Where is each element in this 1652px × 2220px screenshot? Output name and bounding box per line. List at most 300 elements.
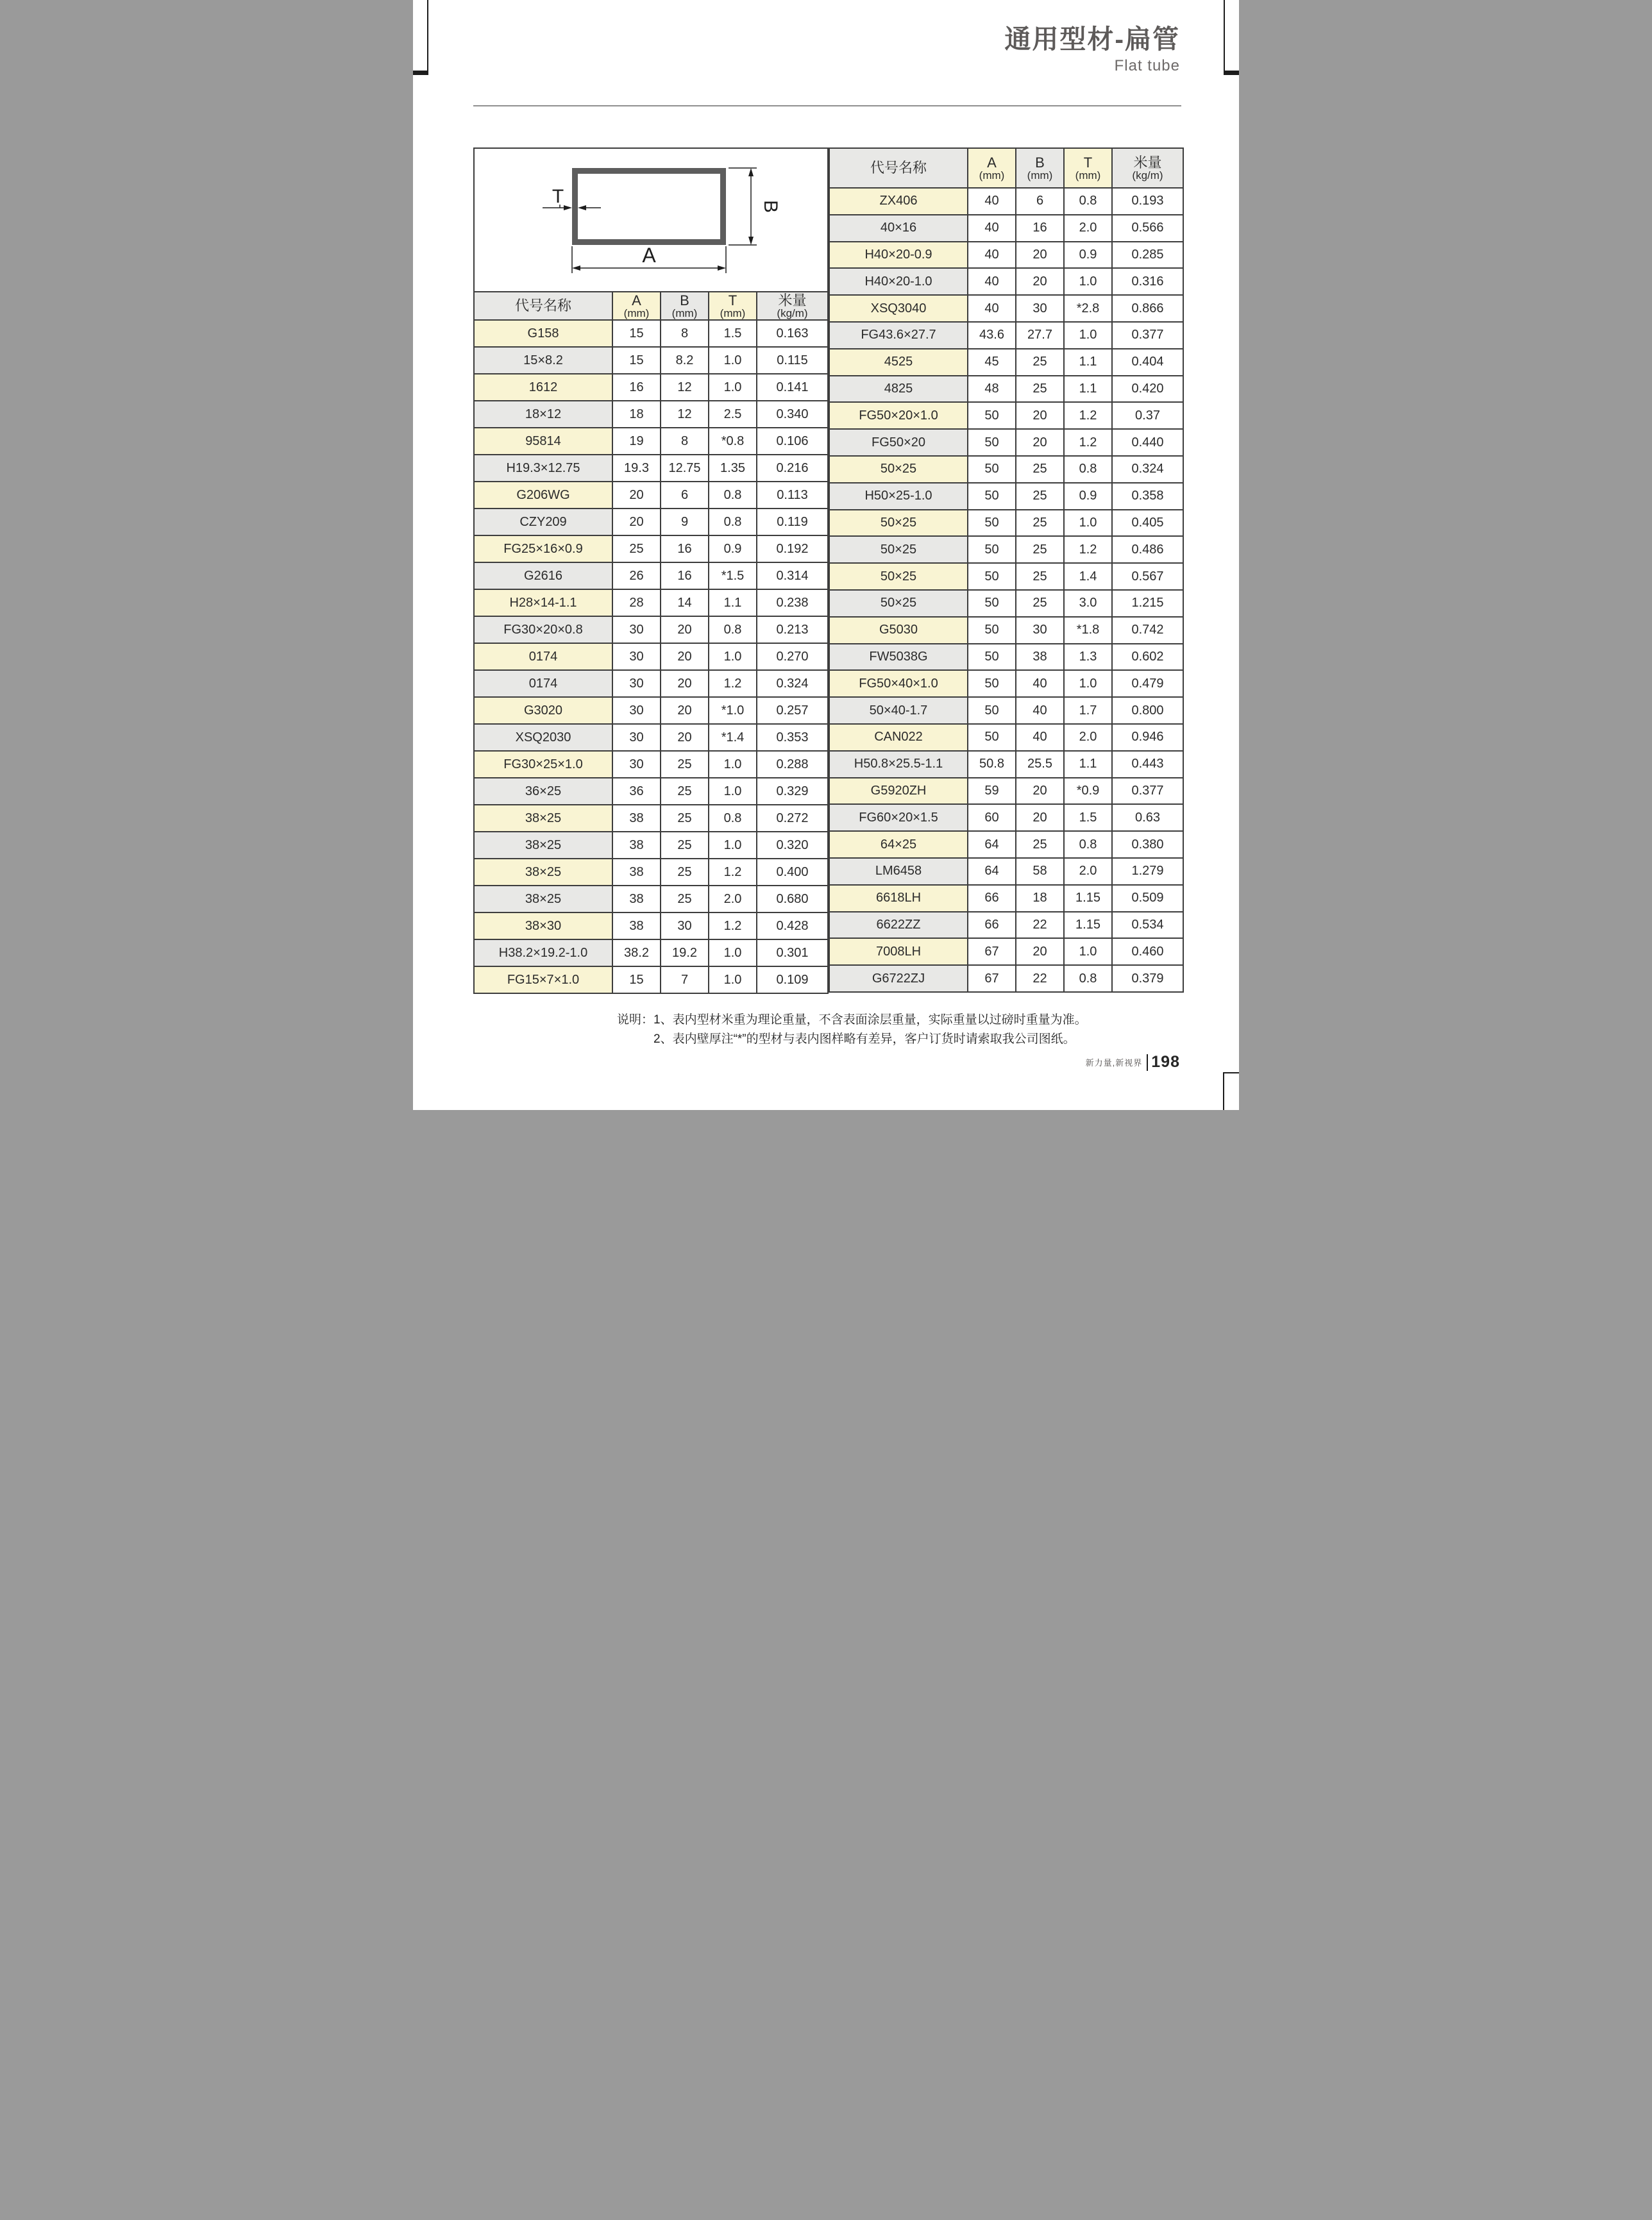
table-header-row xyxy=(829,148,1183,188)
cell-value: 14 xyxy=(661,589,709,616)
cell-code-name: 38×25 xyxy=(474,832,612,859)
cell-value: 0.272 xyxy=(757,805,828,832)
cell-value: 3.0 xyxy=(1064,590,1112,617)
cell-value: 20 xyxy=(1016,268,1064,295)
cell-value: 64 xyxy=(968,858,1016,885)
tube-inner-cavity xyxy=(578,174,720,239)
cell-code-name: FG25×16×0.9 xyxy=(474,535,612,562)
cell-value: 38 xyxy=(612,859,661,886)
cell-value: *1.5 xyxy=(709,562,757,589)
cell-value: 0.800 xyxy=(1112,697,1183,724)
cell-code-name: FG60×20×1.5 xyxy=(829,804,968,831)
cell-value: 25 xyxy=(661,859,709,886)
table-row xyxy=(474,616,828,643)
table-row xyxy=(474,589,828,616)
cell-code-name: FW5038G xyxy=(829,644,968,671)
table-row xyxy=(474,751,828,778)
cell-value: 25 xyxy=(1016,510,1064,537)
page-subtitle: Flat tube xyxy=(1114,57,1180,75)
cell-code-name: ZX406 xyxy=(829,188,968,215)
cell-value: 1.2 xyxy=(1064,429,1112,456)
cell-value: 1.215 xyxy=(1112,590,1183,617)
table-row xyxy=(829,268,1183,295)
cell-value: 25 xyxy=(1016,349,1064,376)
cell-code-name: 40×16 xyxy=(829,215,968,242)
cell-value: 0.9 xyxy=(1064,242,1112,269)
cell-value: 0.440 xyxy=(1112,429,1183,456)
table-row xyxy=(829,483,1183,510)
cell-code-name: FG43.6×27.7 xyxy=(829,322,968,349)
cell-value: 0.213 xyxy=(757,616,828,643)
cell-value: 40 xyxy=(968,242,1016,269)
table-row xyxy=(829,402,1183,429)
table-row xyxy=(829,563,1183,590)
cell-value: 40 xyxy=(1016,697,1064,724)
cell-value: 0.285 xyxy=(1112,242,1183,269)
table-row xyxy=(474,401,828,428)
cell-value: 25 xyxy=(1016,483,1064,510)
cell-code-name: 4525 xyxy=(829,349,968,376)
cell-value: *2.8 xyxy=(1064,295,1112,322)
spec-tables xyxy=(473,147,1184,994)
cell-value: 19.2 xyxy=(661,939,709,966)
cell-value: 38.2 xyxy=(612,939,661,966)
cell-value: 0.443 xyxy=(1112,751,1183,778)
cell-code-name: H38.2×19.2-1.0 xyxy=(474,939,612,966)
cell-value: 25 xyxy=(1016,456,1064,483)
cell-value: 22 xyxy=(1016,912,1064,939)
cell-code-name: 50×25 xyxy=(829,590,968,617)
col-header-b: B (mm) xyxy=(661,292,709,320)
cell-value: 0.316 xyxy=(1112,268,1183,295)
cell-value: 0.113 xyxy=(757,482,828,509)
cell-value: 50 xyxy=(968,536,1016,563)
cell-value: 19 xyxy=(612,428,661,455)
cell-value: 1.2 xyxy=(1064,536,1112,563)
cell-value: 50 xyxy=(968,429,1016,456)
cell-value: 25 xyxy=(661,805,709,832)
cell-value: 6 xyxy=(661,482,709,509)
cell-value: 0.193 xyxy=(1112,188,1183,215)
cell-value: 1.5 xyxy=(1064,804,1112,831)
cell-value: 0.567 xyxy=(1112,563,1183,590)
cell-value: 8 xyxy=(661,320,709,347)
table-row xyxy=(829,697,1183,724)
dim-label-t: T xyxy=(552,186,564,207)
table-row xyxy=(474,455,828,482)
cell-code-name: FG30×25×1.0 xyxy=(474,751,612,778)
cell-value: 25.5 xyxy=(1016,751,1064,778)
cell-value: 20 xyxy=(612,482,661,509)
table-row xyxy=(829,295,1183,322)
cell-value: 30 xyxy=(612,616,661,643)
table-row xyxy=(474,562,828,589)
cell-value: 50.8 xyxy=(968,751,1016,778)
cell-value: 25 xyxy=(1016,376,1064,403)
table-row xyxy=(829,885,1183,912)
cell-value: 30 xyxy=(1016,617,1064,644)
page-title: 通用型材-扁管 xyxy=(1004,24,1180,54)
cell-value: 0.8 xyxy=(1064,965,1112,992)
cell-value: 2.0 xyxy=(1064,724,1112,751)
cell-value: 45 xyxy=(968,349,1016,376)
cell-code-name: 36×25 xyxy=(474,778,612,805)
cell-value: 0.216 xyxy=(757,455,828,482)
note-line-2: 2、表内壁厚注“*”的型材与表内图样略有差异，客户订货时请索取我公司图纸。 xyxy=(653,1032,1075,1047)
dim-label-b: B xyxy=(760,199,781,214)
cell-value: 40 xyxy=(968,295,1016,322)
cell-code-name: CZY209 xyxy=(474,509,612,535)
col-header-b: B (mm) xyxy=(1016,148,1064,188)
cell-value: 38 xyxy=(1016,644,1064,671)
cell-value: 50 xyxy=(968,563,1016,590)
cell-value: 1.5 xyxy=(709,320,757,347)
cell-value: 25 xyxy=(661,832,709,859)
cell-code-name: FG50×20 xyxy=(829,429,968,456)
table-row xyxy=(829,617,1183,644)
cell-code-name: G3020 xyxy=(474,697,612,724)
table-row xyxy=(829,858,1183,885)
cell-value: 0.115 xyxy=(757,347,828,374)
cell-value: 60 xyxy=(968,804,1016,831)
cell-value: 30 xyxy=(612,724,661,751)
print-mark-top-right xyxy=(1224,0,1225,71)
dim-label-a: A xyxy=(642,244,656,267)
cell-value: 40 xyxy=(968,268,1016,295)
cell-value: 1.0 xyxy=(1064,268,1112,295)
col-header-t: T (mm) xyxy=(1064,148,1112,188)
cell-code-name: 38×25 xyxy=(474,859,612,886)
cell-value: 1.0 xyxy=(1064,322,1112,349)
col-header-a: A (mm) xyxy=(612,292,661,320)
cell-value: 12 xyxy=(661,401,709,428)
cell-value: 1.0 xyxy=(1064,938,1112,965)
table-row xyxy=(829,644,1183,671)
cell-value: 50 xyxy=(968,724,1016,751)
cell-code-name: H50.8×25.5-1.1 xyxy=(829,751,968,778)
table-row xyxy=(474,966,828,993)
table-row xyxy=(829,429,1183,456)
notes xyxy=(617,1011,1087,1050)
table-row xyxy=(829,831,1183,858)
cell-code-name: G6722ZJ xyxy=(829,965,968,992)
cell-value: 20 xyxy=(1016,804,1064,831)
cell-value: 25 xyxy=(1016,563,1064,590)
cell-value: 50 xyxy=(968,456,1016,483)
cell-value: 0.377 xyxy=(1112,778,1183,805)
col-header-t: T (mm) xyxy=(709,292,757,320)
cell-value: 50 xyxy=(968,590,1016,617)
table-row xyxy=(474,320,828,347)
cell-value: 16 xyxy=(1016,215,1064,242)
cell-value: 66 xyxy=(968,885,1016,912)
cell-value: 0.486 xyxy=(1112,536,1183,563)
table-row xyxy=(474,886,828,912)
cell-value: 0.301 xyxy=(757,939,828,966)
cell-value: 25 xyxy=(661,778,709,805)
cell-code-name: 7008LH xyxy=(829,938,968,965)
flat-tube-diagram xyxy=(475,149,826,291)
cell-value: 20 xyxy=(1016,402,1064,429)
cell-value: 40 xyxy=(1016,724,1064,751)
cell-value: 1.1 xyxy=(1064,349,1112,376)
cell-value: 59 xyxy=(968,778,1016,805)
footer-slogan: 新力量,新视界 xyxy=(1085,1058,1143,1068)
cell-code-name: 95814 xyxy=(474,428,612,455)
cell-value: 1.4 xyxy=(1064,563,1112,590)
left-table-body xyxy=(474,320,828,993)
cell-code-name: H40×20-0.9 xyxy=(829,242,968,269)
print-mark-top-right xyxy=(1224,71,1239,75)
cell-value: 0.400 xyxy=(757,859,828,886)
cell-code-name: G206WG xyxy=(474,482,612,509)
table-row xyxy=(474,697,828,724)
table-row xyxy=(829,215,1183,242)
cell-value: 58 xyxy=(1016,858,1064,885)
cell-value: 20 xyxy=(661,643,709,670)
cell-code-name: 6622ZZ xyxy=(829,912,968,939)
cell-value: 1.0 xyxy=(709,939,757,966)
cell-code-name: 50×25 xyxy=(829,510,968,537)
cell-value: 0.119 xyxy=(757,509,828,535)
cell-code-name: 15×8.2 xyxy=(474,347,612,374)
cell-value: 0.866 xyxy=(1112,295,1183,322)
cell-value: 0.566 xyxy=(1112,215,1183,242)
cell-value: 0.377 xyxy=(1112,322,1183,349)
cell-value: 50 xyxy=(968,670,1016,697)
table-row xyxy=(829,349,1183,376)
cell-code-name: 6618LH xyxy=(829,885,968,912)
cell-value: 0.8 xyxy=(1064,456,1112,483)
cell-code-name: FG15×7×1.0 xyxy=(474,966,612,993)
cell-value: 0.63 xyxy=(1112,804,1183,831)
cell-value: *1.4 xyxy=(709,724,757,751)
spec-table-right xyxy=(829,147,1184,993)
col-header-a: A (mm) xyxy=(968,148,1016,188)
table-row xyxy=(474,643,828,670)
print-mark-top-left xyxy=(413,71,428,75)
col-header-weight: 米量 (kg/m) xyxy=(1112,148,1183,188)
cell-value: 40 xyxy=(968,188,1016,215)
cell-value: 0.602 xyxy=(1112,644,1183,671)
cell-value: 20 xyxy=(1016,778,1064,805)
footer-divider xyxy=(1147,1054,1148,1071)
cell-value: 1.1 xyxy=(709,589,757,616)
table-row xyxy=(474,778,828,805)
col-header-name: 代号名称 xyxy=(829,148,968,188)
table-row xyxy=(829,456,1183,483)
table-row xyxy=(474,509,828,535)
tube-cross-section-diagram xyxy=(474,148,828,292)
cell-value: 40 xyxy=(968,215,1016,242)
cell-code-name: FG30×20×0.8 xyxy=(474,616,612,643)
table-row xyxy=(474,428,828,455)
cell-value: 0.270 xyxy=(757,643,828,670)
cell-value: 19.3 xyxy=(612,455,661,482)
cell-value: 20 xyxy=(661,697,709,724)
cell-value: 26 xyxy=(612,562,661,589)
catalog-page xyxy=(413,0,1239,1110)
cell-value: 1.2 xyxy=(709,859,757,886)
cell-value: 25 xyxy=(612,535,661,562)
cell-value: 9 xyxy=(661,509,709,535)
cell-value: 1.1 xyxy=(1064,376,1112,403)
print-mark-top-left xyxy=(427,0,428,71)
cell-value: 28 xyxy=(612,589,661,616)
cell-value: 0.340 xyxy=(757,401,828,428)
cell-value: 1.2 xyxy=(709,912,757,939)
cell-value: 38 xyxy=(612,805,661,832)
cell-value: 0.106 xyxy=(757,428,828,455)
right-table-body xyxy=(829,188,1183,992)
cell-value: 67 xyxy=(968,938,1016,965)
table-row xyxy=(829,804,1183,831)
cell-value: 0.479 xyxy=(1112,670,1183,697)
cell-value: 20 xyxy=(1016,242,1064,269)
cell-value: 0.380 xyxy=(1112,831,1183,858)
cell-code-name: CAN022 xyxy=(829,724,968,751)
cell-value: 20 xyxy=(1016,938,1064,965)
cell-value: 0.324 xyxy=(1112,456,1183,483)
cell-value: 0.534 xyxy=(1112,912,1183,939)
table-row xyxy=(474,535,828,562)
cell-value: 30 xyxy=(661,912,709,939)
cell-value: 18 xyxy=(1016,885,1064,912)
cell-value: 1.0 xyxy=(1064,670,1112,697)
cell-value: 25 xyxy=(1016,590,1064,617)
table-row xyxy=(829,912,1183,939)
cell-value: 8 xyxy=(661,428,709,455)
cell-code-name: H50×25-1.0 xyxy=(829,483,968,510)
note-line-1: 1、表内型材米重为理论重量，不含表面涂层重量，实际重量以过磅时重量为准。 xyxy=(653,1013,1087,1027)
cell-code-name: G5030 xyxy=(829,617,968,644)
col-header-name: 代号名称 xyxy=(474,292,612,320)
cell-code-name: 50×40-1.7 xyxy=(829,697,968,724)
cell-value: 67 xyxy=(968,965,1016,992)
cell-value: 0.946 xyxy=(1112,724,1183,751)
cell-value: 30 xyxy=(612,697,661,724)
table-row xyxy=(829,188,1183,215)
cell-value: 38 xyxy=(612,912,661,939)
cell-value: 15 xyxy=(612,347,661,374)
cell-value: 1.0 xyxy=(709,374,757,401)
cell-code-name: 38×25 xyxy=(474,886,612,912)
cell-value: 0.192 xyxy=(757,535,828,562)
cell-value: 16 xyxy=(661,535,709,562)
cell-code-name: LM6458 xyxy=(829,858,968,885)
cell-value: 1.2 xyxy=(709,670,757,697)
cell-value: 38 xyxy=(612,832,661,859)
table-row xyxy=(474,374,828,401)
cell-value: 0.238 xyxy=(757,589,828,616)
cell-value: 0.353 xyxy=(757,724,828,751)
cell-value: 20 xyxy=(661,616,709,643)
table-row xyxy=(474,912,828,939)
cell-value: 0.9 xyxy=(709,535,757,562)
cell-code-name: G5920ZH xyxy=(829,778,968,805)
cell-value: 1.3 xyxy=(1064,644,1112,671)
table-row xyxy=(829,965,1183,992)
cell-code-name: 50×25 xyxy=(829,563,968,590)
cell-value: 25 xyxy=(1016,536,1064,563)
cell-value: 0.8 xyxy=(1064,831,1112,858)
cell-value: 0.320 xyxy=(757,832,828,859)
cell-value: 20 xyxy=(661,670,709,697)
table-row xyxy=(474,939,828,966)
cell-value: 2.5 xyxy=(709,401,757,428)
cell-code-name: XSQ2030 xyxy=(474,724,612,751)
cell-value: 0.509 xyxy=(1112,885,1183,912)
cell-value: 0.404 xyxy=(1112,349,1183,376)
cell-code-name: 0174 xyxy=(474,643,612,670)
table-row xyxy=(829,510,1183,537)
cell-value: 30 xyxy=(612,670,661,697)
cell-value: 2.0 xyxy=(709,886,757,912)
cell-value: 0.8 xyxy=(1064,188,1112,215)
cell-value: 0.460 xyxy=(1112,938,1183,965)
cell-value: 16 xyxy=(612,374,661,401)
cell-value: 0.314 xyxy=(757,562,828,589)
table-row xyxy=(474,482,828,509)
table-row xyxy=(829,242,1183,269)
cell-value: 27.7 xyxy=(1016,322,1064,349)
cell-value: 1.0 xyxy=(709,347,757,374)
table-row xyxy=(829,778,1183,805)
cell-value: 1.0 xyxy=(709,751,757,778)
cell-value: 20 xyxy=(1016,429,1064,456)
cell-value: 0.109 xyxy=(757,966,828,993)
cell-value: 1.15 xyxy=(1064,885,1112,912)
cell-value: 16 xyxy=(661,562,709,589)
cell-value: 0.8 xyxy=(709,616,757,643)
cell-value: 1.7 xyxy=(1064,697,1112,724)
cell-value: 43.6 xyxy=(968,322,1016,349)
cell-value: 40 xyxy=(1016,670,1064,697)
cell-value: 0.257 xyxy=(757,697,828,724)
cell-value: 25 xyxy=(661,751,709,778)
table-row xyxy=(474,805,828,832)
cell-value: 0.742 xyxy=(1112,617,1183,644)
cell-value: 50 xyxy=(968,510,1016,537)
cell-value: 1.0 xyxy=(709,832,757,859)
table-header-row xyxy=(474,292,828,320)
cell-value: 2.0 xyxy=(1064,215,1112,242)
cell-value: 20 xyxy=(661,724,709,751)
table-row xyxy=(829,724,1183,751)
cell-value: 50 xyxy=(968,644,1016,671)
table-row xyxy=(829,938,1183,965)
cell-code-name: H40×20-1.0 xyxy=(829,268,968,295)
page-footer xyxy=(1086,1053,1180,1072)
cell-value: 0.428 xyxy=(757,912,828,939)
cell-value: 7 xyxy=(661,966,709,993)
cell-value: 0.8 xyxy=(709,509,757,535)
cell-value: 15 xyxy=(612,966,661,993)
cell-value: 1.0 xyxy=(1064,510,1112,537)
cell-code-name: 38×30 xyxy=(474,912,612,939)
cell-code-name: 4825 xyxy=(829,376,968,403)
cell-value: 30 xyxy=(612,751,661,778)
cell-value: 38 xyxy=(612,886,661,912)
cell-value: 25 xyxy=(1016,831,1064,858)
cell-value: 12.75 xyxy=(661,455,709,482)
cell-value: *1.8 xyxy=(1064,617,1112,644)
table-row xyxy=(829,376,1183,403)
cell-code-name: XSQ3040 xyxy=(829,295,968,322)
cell-value: 0.680 xyxy=(757,886,828,912)
page-number: 198 xyxy=(1151,1053,1180,1071)
cell-value: 0.163 xyxy=(757,320,828,347)
